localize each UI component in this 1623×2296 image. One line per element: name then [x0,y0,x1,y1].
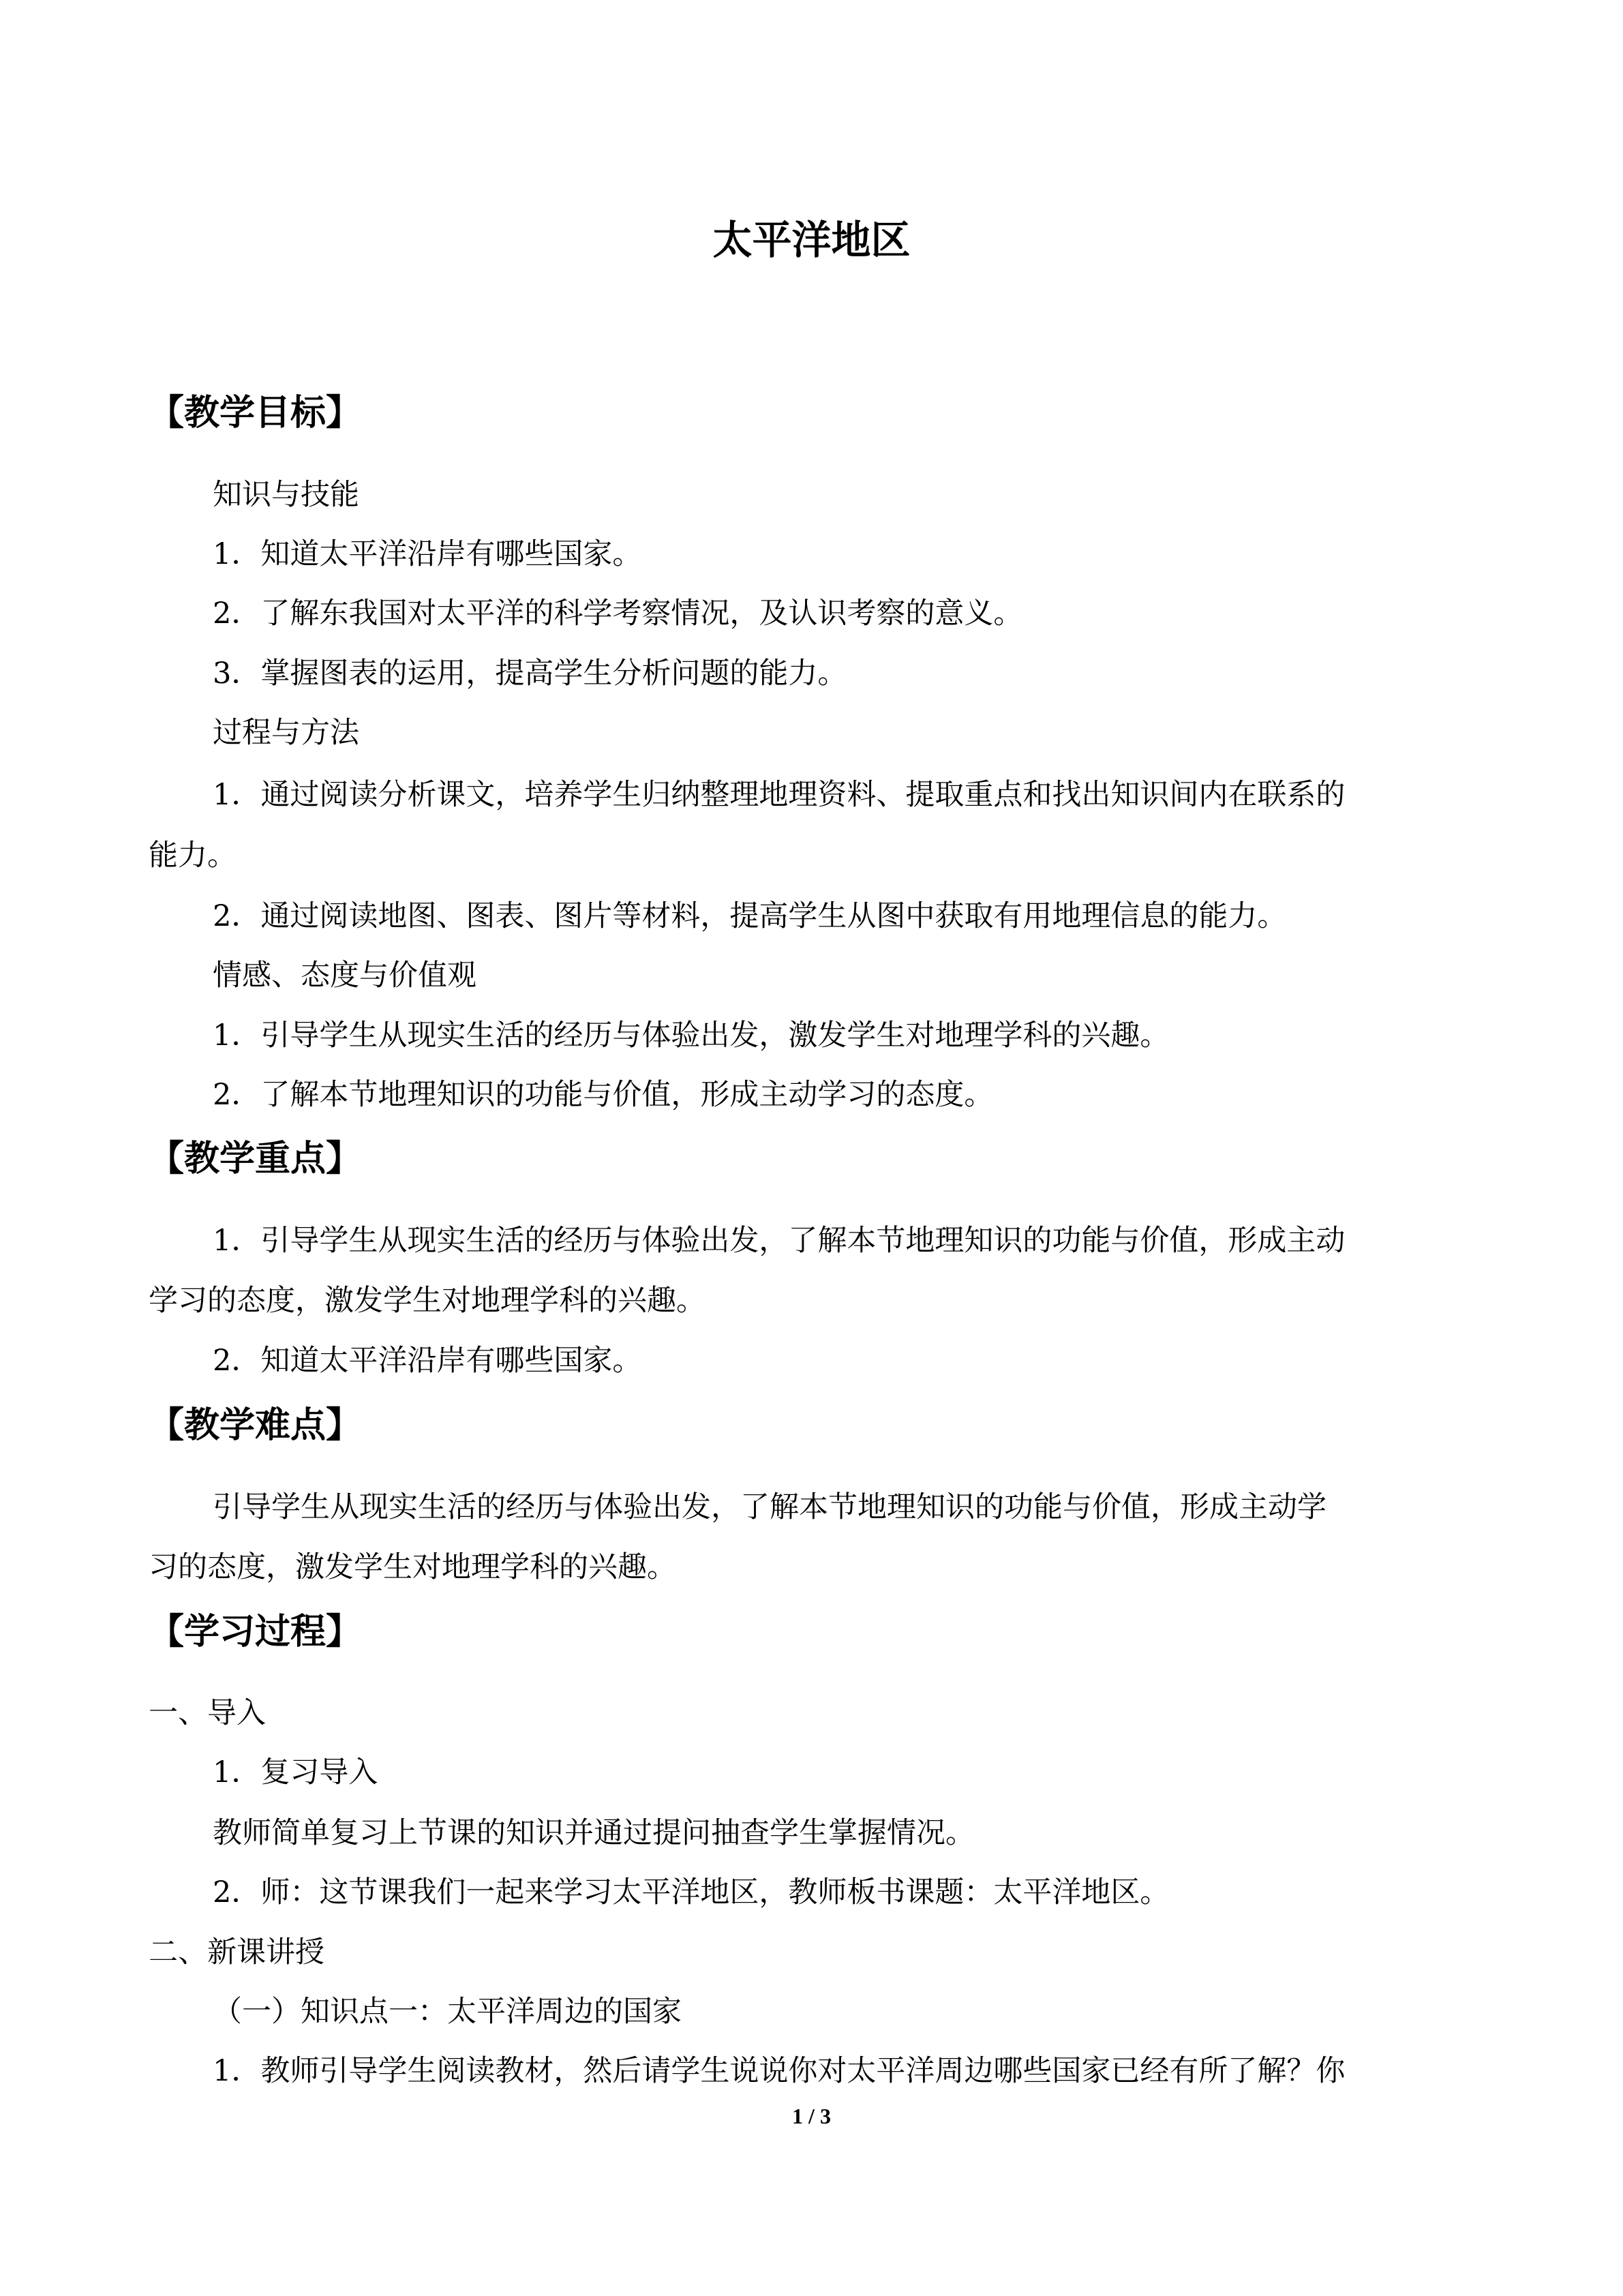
process-part-heading: 二、新课讲授 [149,1935,324,1969]
process-method-item-continued: 能力。 [149,839,237,873]
document-title: 太平洋地区 [712,217,911,263]
emotion-item: 2．了解本节地理知识的功能与价值，形成主动学习的态度。 [213,1078,994,1112]
emotion-label: 情感、态度与价值观 [213,958,476,993]
process-part-heading: 一、导入 [149,1696,266,1730]
knowledge-item: 2．了解东我国对太平洋的科学考察情况，及认识考察的意义。 [213,596,1023,631]
knowledge-item: 1．知道太平洋沿岸有哪些国家。 [213,537,642,571]
key-point-item: 1．引导学生从现实生活的经历与体验出发，了解本节地理知识的功能与价值，形成主动 [213,1224,1346,1258]
process-method-item: 1．通过阅读分析课文，培养学生归纳整理地理资料、提取重点和找出知识间内在联系的 [213,778,1346,812]
section-heading-difficulties: 【教学难点】 [149,1405,362,1446]
section-heading-learning-process: 【学习过程】 [149,1612,362,1652]
process-method-label: 过程与方法 [213,716,359,750]
process-method-item: 2．通过阅读地图、图表、图片等材料，提高学生从图中获取有用地理信息的能力。 [213,899,1287,933]
page-number: 1 / 3 [792,2104,831,2128]
difficulty-text-continued: 习的态度，激发学生对地理学科的兴趣。 [149,1550,676,1584]
key-point-item-continued: 学习的态度，激发学生对地理学科的兴趣。 [149,1284,706,1318]
process-subheading: （一）知识点一：太平洋周边的国家 [213,1995,682,2029]
knowledge-label: 知识与技能 [213,478,359,512]
section-heading-objectives: 【教学目标】 [149,393,362,434]
knowledge-item: 3．掌握图表的运用，提高学生分析问题的能力。 [213,656,847,691]
section-heading-key-points: 【教学重点】 [149,1138,362,1179]
process-item-text: 教师简单复习上节课的知识并通过提问抽查学生掌握情况。 [213,1816,975,1850]
process-item: 2．师：这节课我们一起来学习太平洋地区，教师板书课题：太平洋地区。 [213,1875,1170,1909]
emotion-item: 1．引导学生从现实生活的经历与体验出发，激发学生对地理学科的兴趣。 [213,1018,1170,1053]
process-item: 1．教师引导学生阅读教材，然后请学生说说你对太平洋周边哪些国家已经有所了解？你 [213,2054,1346,2088]
process-item: 1．复习导入 [213,1755,378,1789]
key-point-item: 2．知道太平洋沿岸有哪些国家。 [213,1344,642,1378]
difficulty-text: 引导学生从现实生活的经历与体验出发，了解本节地理知识的功能与价值，形成主动学 [213,1490,1326,1524]
